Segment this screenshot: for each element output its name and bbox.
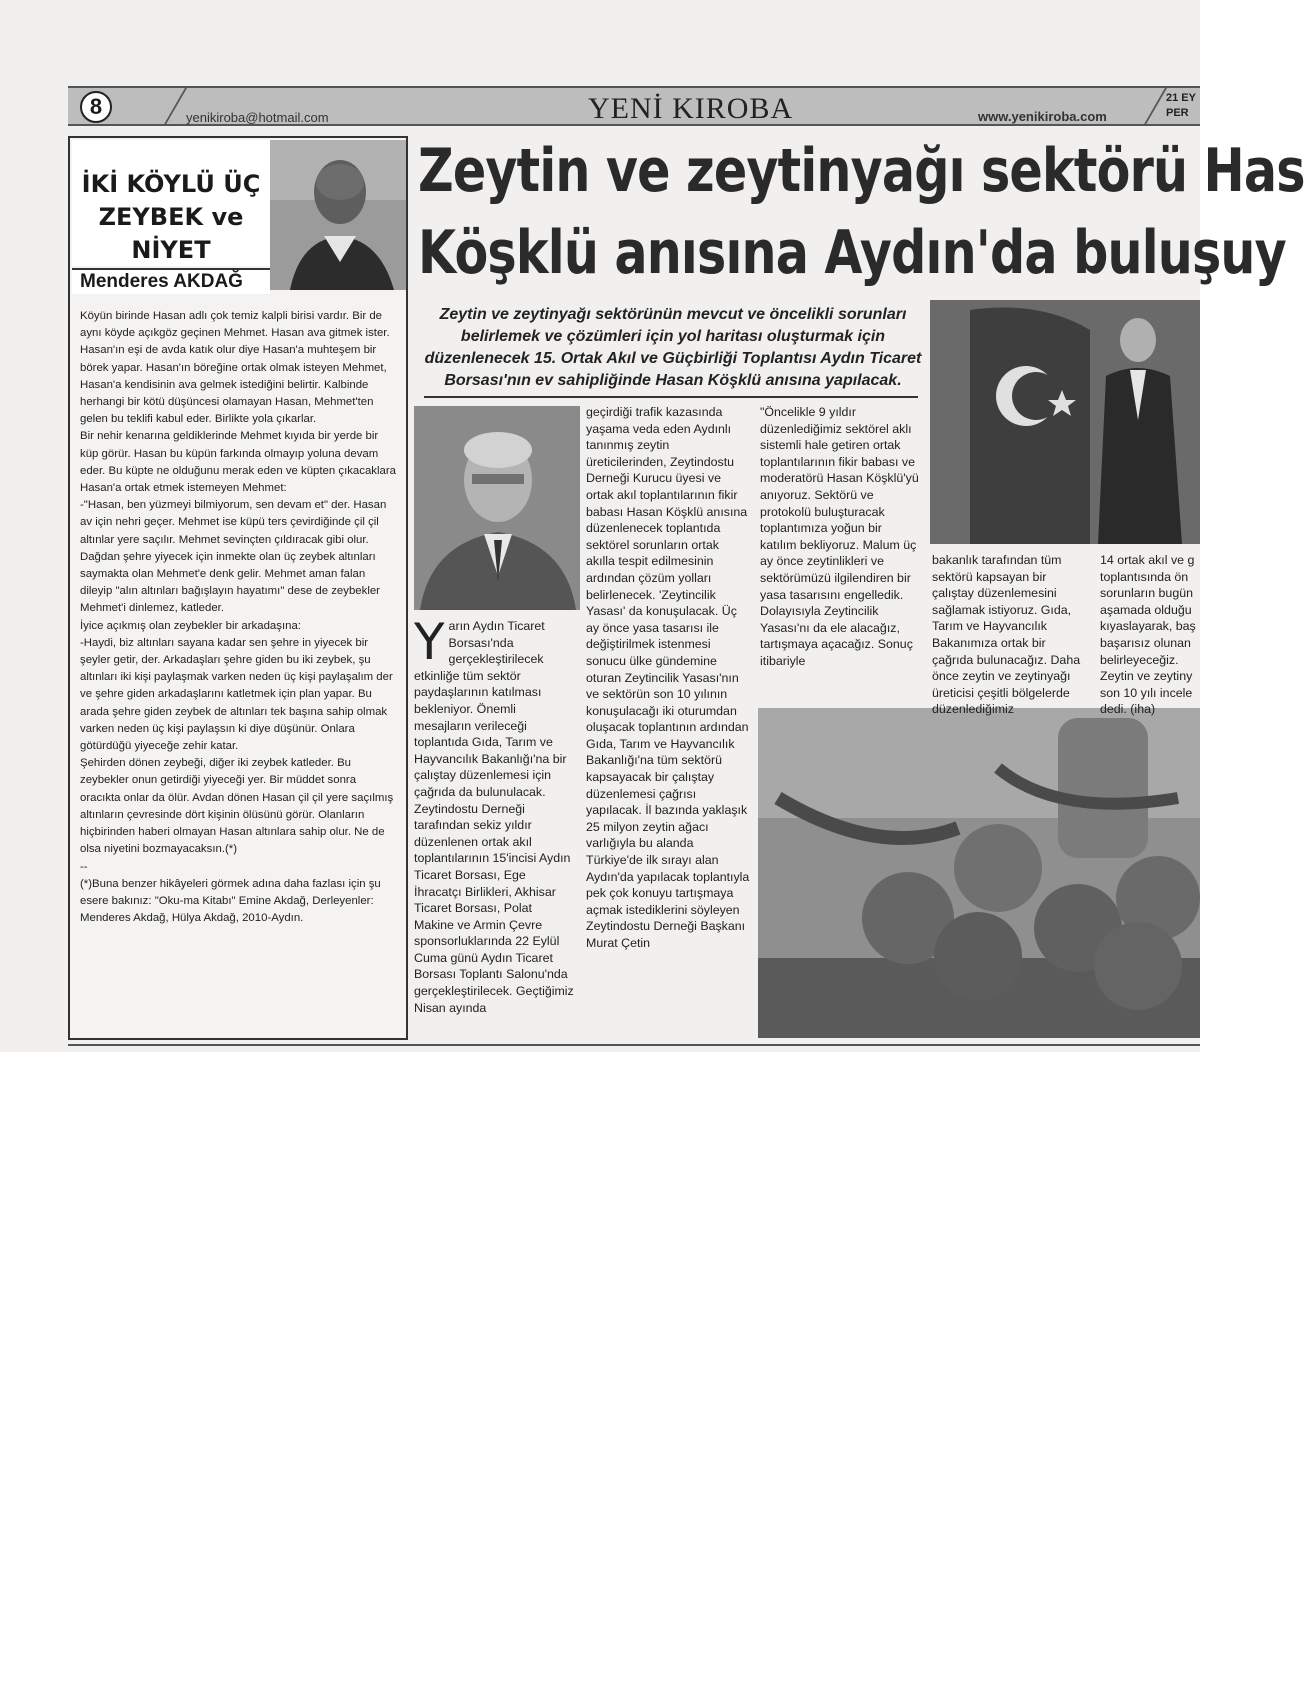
author-portrait-image bbox=[270, 140, 406, 290]
email-address: yenikiroba@hotmail.com bbox=[186, 110, 329, 125]
article-column-1 bbox=[414, 613, 574, 1016]
drop-cap: Y bbox=[414, 613, 445, 671]
portrait-photo bbox=[414, 406, 580, 610]
column-paragraph: -Haydi, biz altınları sayana kadar sen şehre in yiyecek bir şeyler getir, der. Arkadaşları şehre giden bu iki zeybek, şu altınları iki kişi paylaşmak varken neden üç kişi paylaşalım der ve şehre giden arkadaşlarını katletmek için plan yapar. Bu arada şehre giden zeybek de altınları tek başına sahip olmak varken neden üç kişi paylaşsın ki diye düşünür. Onlara götürdüğü yiyeceğe zehir katar. bbox=[80, 636, 393, 753]
article-paragraph: 14 ortak akıl ve g toplantısında ön sorunların bugün aşamada olduğu kıyaslayarak, baş başarısız olunan belirleyeceğiz. Zeytin ve zeytiny son 10 yılı incele dedi. (iha) bbox=[1100, 553, 1196, 717]
article-headline bbox=[418, 130, 1305, 294]
divider bbox=[163, 88, 187, 126]
date-line-2: PER bbox=[1166, 107, 1189, 119]
column-footnote: (*)Buna benzer hikâyeleri görmek adına daha fazlası için şu esere bakınız: "Oku-ma Kitabı" Emine Akdağ, Derleyenler: Menderes Akdağ, Hülya Akdağ, 2010-Aydın. bbox=[80, 877, 381, 925]
author-photo bbox=[270, 140, 406, 290]
newspaper-page bbox=[68, 86, 1305, 1048]
masthead: YENİ KIROBA bbox=[588, 92, 794, 125]
olive-image bbox=[758, 708, 1200, 1038]
headline-line-1: Zeytin ve zeytinyağı sektörü Has bbox=[418, 136, 1305, 206]
article-column-4 bbox=[932, 552, 1082, 718]
article-paragraph: geçirdiği trafik kazasında yaşama veda eden Aydınlı tanınmış zeytin üreticilerinden, Zeytindostu Derneği Kurucu üyesi ve ortak akıl toplantılarının fikir babası Hasan Köşklü anısına düzenlenecek toplantıda sektörel sorunların ortak akılla tespit edilmesinin ardından çözüm yolları belirlenecek. 'Zeytincilik Yasası' da konuşulacak. Üç ay önce yasa tasarısı ile değiştirilmek istenmesi sonucu ülke gündemine oturan Zeytincilik Yasası'nın ve sektörün son 10 yılının konuşulacağı iki oturumdan oluşacak toplantının ardından Gıda, Tarım ve Hayvancılık Bakanlığı'na tüm sektörü kapsayacak bir çalıştay düzenlemesi çağrısı yapılacak. İl bazında yaklaşık 25 milyon zeytin ağacı varlığıyla bu alanda Türkiye'de ilk sırayı alan Aydın'da yapılacak toplantıyla pek çok konuyu tartışmaya açmak istediklerini söyleyen Zeytindostu Derneği Başkanı Murat Çetin bbox=[586, 405, 750, 950]
column-body bbox=[80, 308, 398, 927]
article-subheading: Zeytin ve zeytinyağı sektörünün mevcut ve öncelikli sorunları belirlemek ve çözümleri için yol haritası oluşturmak için düzenlenecek 15. Ortak Akıl ve Güçbirliği Toplantısı Aydın Ticaret Borsası'nın ev sahipliğinde Hasan Köşklü anısına yapılacak. bbox=[424, 306, 922, 389]
column-paragraph: Şehirden dönen zeybeği, diğer iki zeybek katleder. Bu zeybekler onun getirdiği yiyeceği yer. Bir müddet sonra oracıkta onlar da ölür. Avdan dönen Hasan çil çil yere saçılmış altınların çevresinde dört kişinin ölüsünü görür. Olanların hiçbirinden haberi olmayan Hasan altınlara sahip olur. Ne de olsa niyetini bozmayacaksın.(*) bbox=[80, 757, 394, 856]
article-paragraph: "Öncelikle 9 yıldır düzenlediğimiz sektörel aklı sistemli hale getiren ortak toplantılarının fikir babası ve moderatörü Hasan Köşklü'yü anıyoruz. Sektörü ve protokolü buluşturacak toplantımıza yoğun bir katılım bekliyoruz. Malum üç ay önce zeytinlikleri ve sektörümüzü ilgilendiren bir yasa tasarısını engelledik. Dolayısıyla Zeytincilik Yasası'nı da ele alacağız, tartışmaya açacağız. Sonuç itibariyle bbox=[760, 405, 919, 668]
author-name: Menderes AKDAĞ bbox=[72, 268, 270, 294]
page-number: 8 bbox=[80, 91, 112, 123]
flag-photo bbox=[930, 300, 1200, 544]
divider bbox=[1143, 88, 1167, 126]
column-title-line-2: ZEYBEK ve NİYET bbox=[98, 203, 244, 264]
column-paragraph: Bir nehir kenarına geldiklerinde Mehmet kıyıda bir yerde bir küp görür. Hasan bu küpün farkında olmayıp yoluna devam eder. Bu küpte ne olduğunu merak eden ve küpten çıkacaklara Hasan'a ortak etmek istemeyen Mehmet: bbox=[80, 430, 396, 495]
article-paragraph bbox=[414, 613, 574, 1016]
column-title-line-1: İKİ KÖYLÜ ÜÇ bbox=[81, 170, 261, 198]
flag-and-man-image bbox=[930, 300, 1200, 544]
column-title bbox=[72, 140, 270, 266]
website-address: www.yenikiroba.com bbox=[978, 109, 1107, 124]
opinion-column bbox=[68, 136, 408, 1040]
column-separator: -- bbox=[80, 860, 88, 873]
column-paragraph: -"Hasan, ben yüzmeyi bilmiyorum, sen devam et" der. Hasan av için nehri geçer. Mehmet ise küpü ters çevirdiğinde çil çil altınlar yere saçılır. Mehmet sevinçten çıldıracak gibi olur. bbox=[80, 499, 387, 546]
article-text: arın Aydın Ticaret Borsası'nda gerçekleştirilecek etkinliğe tüm sektör paydaşlarının katılması bekleniyor. Önemli mesajların verileceği toplantıda Gıda, Tarım ve Hayvancılık Bakanlığı'na bir çalıştay düzenlemesi için çağrıda da bulunulacak. Zeytindostu Derneği tarafından sekiz yıldır düzenlenen ortak akıl toplantılarının 15'incisi Aydın Ticaret Borsası, Ege İhracatçı Birlikleri, Akhisar Ticaret Borsası, Polat Makine ve Armin Çevre sponsorluklarında 22 Eylül Cuma günü Aydın Ticaret Borsası Toplantı Salonu'nda gerçekleştirilecek. Geçtiğimiz Nisan ayında bbox=[414, 619, 574, 1015]
column-paragraph: Dağdan şehre yiyecek için inmekte olan üç zeybek altınları saymakta olan Mehmet'e denk gelir. Mehmet aman falan dileyip "alın altınları bağışlayın hayatımı" dese de zeybekler Mehmet'i dinlemez, katleder. bbox=[80, 550, 380, 615]
article-column-5 bbox=[1100, 552, 1200, 717]
header-band bbox=[68, 86, 1200, 126]
date-line-1: 21 EY bbox=[1166, 92, 1196, 104]
olive-photo bbox=[758, 708, 1200, 1038]
article-column-3 bbox=[760, 404, 920, 670]
article-paragraph: bakanlık tarafından tüm sektörü kapsayan bir çalıştay düzenlemesini sağlamak istiyoruz. Gıda, Tarım ve Hayvancılık Bakanımıza ortak bir çağrıda bulunacağız. Daha önce zeytin ve zeytinyağı üreticisi çeşitli bölgelerde düzenlediğimiz bbox=[932, 553, 1081, 717]
date-label bbox=[1166, 91, 1196, 121]
article-column-2 bbox=[586, 404, 750, 952]
column-paragraph: İyice açıkmış olan zeybekler bir arkadaşına: bbox=[80, 619, 301, 632]
bottom-rule bbox=[68, 1044, 1200, 1046]
divider-rule bbox=[424, 396, 918, 398]
portrait-image bbox=[414, 406, 580, 610]
column-paragraph: Köyün birinde Hasan adlı çok temiz kalpli birisi vardır. Bir de aynı köyde açıkgöz geçinen Mehmet. Hasan ava gitmek ister. Hasan'ın eşi de avda katık olur diye Hasan'a muhteşem bir börek yapar. Hasan'ın böreğine ortak olmak isteyen Mehmet, Hasan'a kendisinin ava gelmek istediğini belirtir. Kalbinde herhangi bir kötü düşüncesi olamayan Hasan, Mehmet'ten gelen bu teklifi kabul eder. Birlikte yola çıkarlar. bbox=[80, 310, 390, 426]
headline-line-2: Köşklü anısına Aydın'da buluşuy bbox=[418, 218, 1286, 288]
